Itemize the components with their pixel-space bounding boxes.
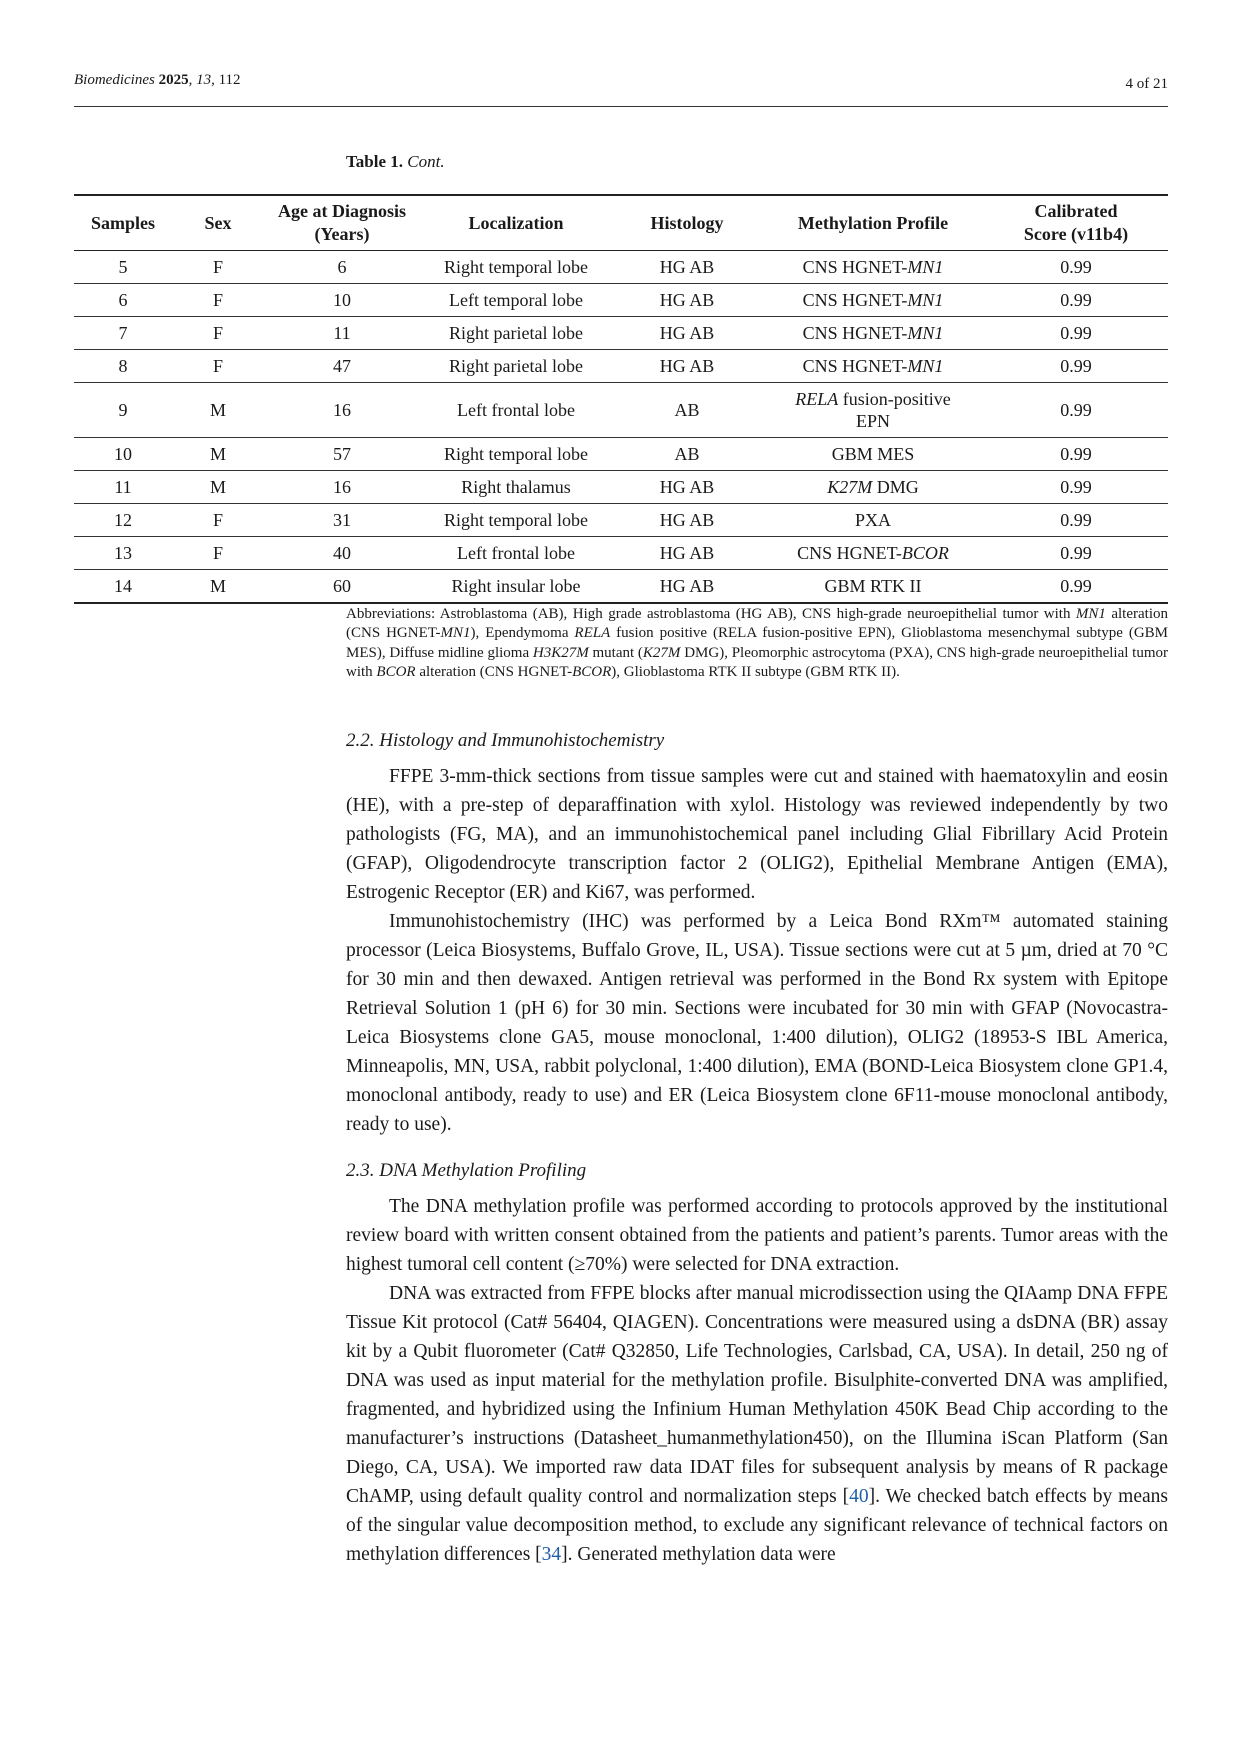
header-samples: Samples [74, 195, 172, 251]
cell-sex: F [172, 537, 264, 570]
table-row [74, 317, 1168, 350]
cell-methylation: RELA fusion-positive EPN [762, 383, 984, 438]
cell-score: 0.99 [984, 438, 1168, 471]
cell-sex: M [172, 570, 264, 604]
cell-histology: HG AB [612, 284, 762, 317]
cell-sample: 9 [74, 383, 172, 438]
table-abbreviations: Abbreviations: Astroblastoma (AB), High grade astroblastoma (HG AB), CNS high-grade neuroepithelial tumor with MN1 alteration (CNS HGNET-MN1), Ependymoma RELA fusion positive (RELA fusion-positive EPN), Glioblastoma mesenchymal subtype (GBM MES), Diffuse midline glioma H3K27M mutant (K27M DMG), Pleomorphic astrocytoma (PXA), CNS high-grade neuroepithelial tumor with BCOR alteration (CNS HGNET-BCOR), Glioblastoma RTK II subtype (GBM RTK II). [346, 606, 1168, 681]
cell-sample: 13 [74, 537, 172, 570]
table-caption [346, 152, 445, 172]
cell-histology: HG AB [612, 504, 762, 537]
cell-sample: 12 [74, 504, 172, 537]
cell-localization: Right parietal lobe [420, 350, 612, 383]
cell-methylation: CNS HGNET-BCOR [762, 537, 984, 570]
cell-score: 0.99 [984, 350, 1168, 383]
cell-age: 16 [264, 383, 420, 438]
cell-localization: Right parietal lobe [420, 317, 612, 350]
table-row [74, 537, 1168, 570]
section-heading-2-3: 2.3. DNA Methylation Profiling [346, 1160, 587, 1181]
journal-name: Biomedicines [74, 72, 155, 88]
table-header-row [74, 195, 1168, 251]
cell-sex: F [172, 251, 264, 284]
cell-localization: Right temporal lobe [420, 438, 612, 471]
cell-methylation: CNS HGNET-MN1 [762, 350, 984, 383]
cell-localization: Left frontal lobe [420, 537, 612, 570]
table-caption-cont: Cont. [407, 152, 445, 171]
cell-histology: HG AB [612, 570, 762, 604]
citation-link[interactable]: 40 [849, 1486, 869, 1507]
cell-localization: Right temporal lobe [420, 251, 612, 284]
cell-sex: F [172, 504, 264, 537]
paragraph-histology: FFPE 3-mm-thick sections from tissue samples were cut and stained with haematoxylin and eosin (HE), with a pre-step of deparaffination with xylol. Histology was reviewed independently by two pathologists (FG, MA), and an immunohistochemical panel including Glial Fibrillary Acid Protein (GFAP), Oligodendrocyte transcription factor 2 (OLIG2), Epithelial Membrane Antigen (EMA), Estrogenic Receptor (ER) and Ki67, was performed. [346, 766, 1168, 903]
header-score: Calibrated Score (v11b4) [984, 195, 1168, 251]
journal-year: 2025 [158, 72, 189, 88]
cell-histology: HG AB [612, 537, 762, 570]
header-divider [74, 106, 1168, 107]
cell-age: 11 [264, 317, 420, 350]
cell-sex: F [172, 317, 264, 350]
cell-age: 31 [264, 504, 420, 537]
cell-sample: 11 [74, 471, 172, 504]
cell-localization: Right temporal lobe [420, 504, 612, 537]
cell-sample: 10 [74, 438, 172, 471]
table-row [74, 251, 1168, 284]
paragraph-dna-extraction: DNA was extracted from FFPE blocks after manual microdissection using the QIAamp DNA FFPE Tissue Kit protocol (Cat# 56404, QIAGEN). Concentrations were measured using a dsDNA (BR) assay kit by a Qubit fluorometer (Cat# Q32850, Life Technologies, Carlsbad, CA, USA). In detail, 250 ng of DNA was used as input material for the methylation profile. Bisulphite-converted DNA was amplified, fragmented, and hybridized using the Infinium Human Methylation 450K Bead Chip according to the manufacturer’s instructions (Datasheet_humanmethylation450), on the Illumina iScan Platform (San Diego, CA, USA). We imported raw data IDAT files for subsequent analysis by means of R package ChAMP, using default quality control and normalization steps [40]. We checked batch effects by means of the singular value decomposition method, to exclude any significant relevance of technical factors on methylation differences [34]. Generated methylation data were [346, 1283, 1168, 1565]
paragraph-ihc: Immunohistochemistry (IHC) was performed by a Leica Bond RXm™ automated staining processor (Leica Biosystems, Buffalo Grove, IL, USA). Tissue sections were cut at 5 µm, dried at 70 °C for 30 min and then dewaxed. Antigen retrieval was performed in the Bond Rx system with Epitope Retrieval Solution 1 (pH 6) for 30 min. Sections were incubated for 30 min with GFAP (Novocastra-Leica Biosystems clone GA5, mouse monoclonal, 1:400 dilution), OLIG2 (18953-S IBL America, Minneapolis, MN, USA, rabbit polyclonal, 1:400 dilution), EMA (BOND-Leica Biosystem clone GP1.4, monoclonal antibody, ready to use) and ER (Leica Biosystem clone 6F11-mouse monoclonal antibody, ready to use). [346, 911, 1168, 1135]
cell-methylation: PXA [762, 504, 984, 537]
table-row [74, 383, 1168, 438]
cell-age: 6 [264, 251, 420, 284]
cell-sex: F [172, 350, 264, 383]
table-caption-label: Table 1. [346, 152, 404, 171]
cell-age: 47 [264, 350, 420, 383]
table-row [74, 284, 1168, 317]
cell-histology: HG AB [612, 317, 762, 350]
cell-methylation: CNS HGNET-MN1 [762, 317, 984, 350]
header-age: Age at Diagnosis (Years) [264, 195, 420, 251]
table-row [74, 350, 1168, 383]
cell-sample: 6 [74, 284, 172, 317]
paragraph-methylation-profile: The DNA methylation profile was performed according to protocols approved by the institutional review board with written consent obtained from the patients and patient’s parents. Tumor areas with the highest tumoral cell content (≥70%) were selected for DNA extraction. [346, 1196, 1168, 1275]
cell-score: 0.99 [984, 471, 1168, 504]
cell-age: 60 [264, 570, 420, 604]
cell-sample: 5 [74, 251, 172, 284]
cell-histology: AB [612, 438, 762, 471]
cell-sex: M [172, 438, 264, 471]
cell-methylation: GBM MES [762, 438, 984, 471]
cell-histology: HG AB [612, 251, 762, 284]
cell-score: 0.99 [984, 570, 1168, 604]
table-row [74, 570, 1168, 604]
header-histology: Histology [612, 195, 762, 251]
table-row [74, 471, 1168, 504]
cell-sample: 7 [74, 317, 172, 350]
page-header: Biomedicines 2025, 13, 112 4 of 21 [74, 72, 1168, 92]
cell-age: 40 [264, 537, 420, 570]
cell-score: 0.99 [984, 383, 1168, 438]
journal-volume: 13 [196, 72, 212, 88]
table-row [74, 504, 1168, 537]
cell-age: 57 [264, 438, 420, 471]
cell-localization: Right thalamus [420, 471, 612, 504]
cell-sex: M [172, 471, 264, 504]
header-methylation: Methylation Profile [762, 195, 984, 251]
cell-sample: 14 [74, 570, 172, 604]
cell-histology: HG AB [612, 471, 762, 504]
header-localization: Localization [420, 195, 612, 251]
cell-score: 0.99 [984, 251, 1168, 284]
page-number: 4 of 21 [1125, 76, 1168, 92]
samples-table [74, 194, 1168, 604]
cell-sex: F [172, 284, 264, 317]
table-row [74, 438, 1168, 471]
cell-methylation: GBM RTK II [762, 570, 984, 604]
cell-histology: HG AB [612, 350, 762, 383]
cell-localization: Right insular lobe [420, 570, 612, 604]
cell-score: 0.99 [984, 317, 1168, 350]
cell-score: 0.99 [984, 504, 1168, 537]
citation-link[interactable]: 34 [541, 1544, 562, 1565]
cell-methylation: K27M DMG [762, 471, 984, 504]
cell-score: 0.99 [984, 284, 1168, 317]
cell-sex: M [172, 383, 264, 438]
cell-localization: Left frontal lobe [420, 383, 612, 438]
cell-histology: AB [612, 383, 762, 438]
cell-age: 10 [264, 284, 420, 317]
article-number: 112 [218, 72, 241, 88]
cell-methylation: CNS HGNET-MN1 [762, 251, 984, 284]
header-sex: Sex [172, 195, 264, 251]
cell-localization: Left temporal lobe [420, 284, 612, 317]
cell-score: 0.99 [984, 537, 1168, 570]
section-heading-2-2: 2.2. Histology and Immunohistochemistry [346, 730, 665, 751]
cell-age: 16 [264, 471, 420, 504]
cell-sample: 8 [74, 350, 172, 383]
cell-methylation: CNS HGNET-MN1 [762, 284, 984, 317]
